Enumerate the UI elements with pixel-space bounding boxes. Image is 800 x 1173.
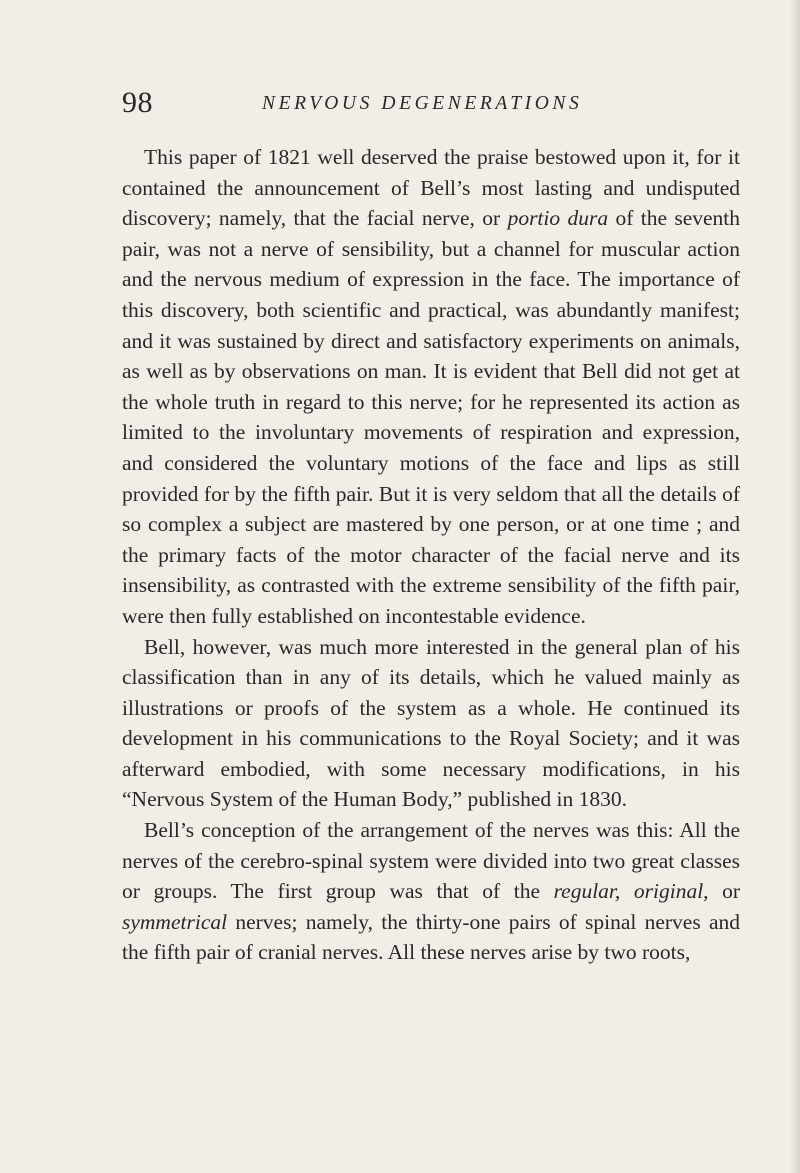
term-or: or <box>722 879 741 904</box>
paragraph-1-before-latin: This paper of 1821 well deserved the praise bestowed upon it, for it contained the announcement of Bell’s most lasting and undisputed discovery; namely, that the facial nerve, or <box>122 145 740 231</box>
term-regular: regular, <box>553 879 621 904</box>
page-edge-shadow <box>790 0 800 1173</box>
paragraph-3-after-terms: nerves; namely, the thirty-one pairs of spinal nerves and the fifth pair of cranial nerves. All these nerves arise by two roots, <box>122 909 741 965</box>
paragraph-2: Bell, however, was much more interested in the general plan of his classification than in any of its details, which he valued mainly as illustrations or proofs of the system as a whole. He continued its development in his communications to the Royal Society; and it was afterward embodied, with some necessary modifications, in his “Nervous System of the Human Body,” published in 1830. <box>122 634 740 812</box>
running-head: NERVOUS DEGENERATIONS <box>262 93 583 114</box>
body-text <box>122 142 740 968</box>
page-number: 98 <box>122 86 153 119</box>
paragraph-3-before-terms: Bell’s conception of the arrangement of the nerves was this: All the nerves of the cerebro-spinal system were divided into two great classes or groups. The first group was that of the <box>122 818 740 904</box>
paragraph-3 <box>122 815 740 968</box>
term-symmetrical: symmetrical <box>122 909 228 934</box>
latin-term: portio dura <box>507 206 609 231</box>
paragraph-1-after-latin: of the seventh pair, was not a nerve of sensibility, but a channel for muscular action and the nervous medium of expression in the face. The importance of this discovery, both scientific and practical, was abundantly manifest; and it was sustained by direct and satisfactory experiments on animals, as well as by observations on man. It is evident that Bell did not get at the whole truth in regard to this nerve; for he represented its action as limited to the involuntary movements of respiration and expression, and considered the voluntary motions of the face and lips as still provided for by the fifth pair. But it is very seldom that all the details of so complex a subject are mastered by one person, or at one time ; and the primary facts of the motor character of the facial nerve and its insensibility, as contrasted with the extreme sensibility of the fifth pair, were then fully established on incontestable evidence. <box>122 206 741 628</box>
term-original: original, <box>633 879 709 904</box>
paragraph-1 <box>122 142 740 632</box>
